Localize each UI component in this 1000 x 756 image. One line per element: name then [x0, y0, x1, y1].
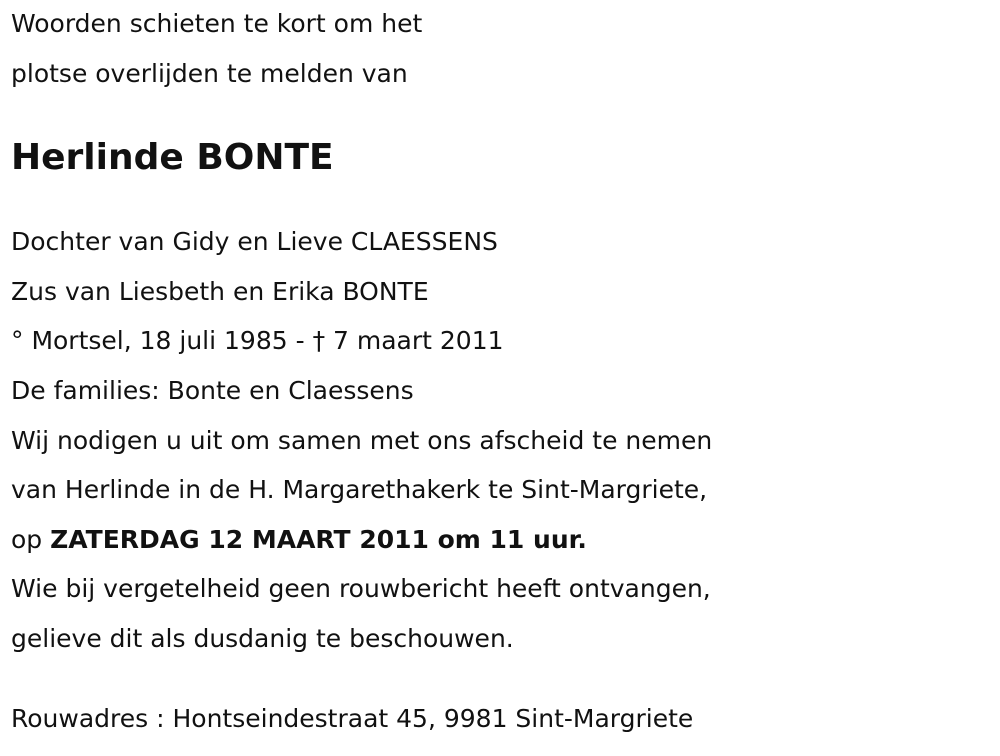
- born-died-line: ° Mortsel, 18 juli 1985 - † 7 maart 2011: [11, 326, 504, 355]
- mourning-address: Rouwadres : Hontseindestraat 45, 9981 Sint-Margriete: [11, 704, 694, 733]
- intro-line-1: Woorden schieten te kort om het: [11, 9, 423, 38]
- deceased-name: Herlinde BONTE: [11, 137, 334, 178]
- sister-of-line: Zus van Liesbeth en Erika BONTE: [11, 277, 429, 306]
- invitation-line-3-prefix: op: [11, 525, 51, 554]
- intro-line-2: plotse overlijden te melden van: [11, 59, 408, 88]
- notice-line-1: Wie bij vergetelheid geen rouwbericht heeft ontvangen,: [11, 574, 711, 603]
- funeral-date-time: ZATERDAG 12 MAART 2011 om 11 uur.: [50, 525, 587, 554]
- invitation-line-2: van Herlinde in de H. Margarethakerk te Sint-Margriete,: [11, 475, 708, 504]
- notice-line-2: gelieve dit als dusdanig te beschouwen.: [11, 624, 514, 653]
- families-line: De families: Bonte en Claessens: [11, 376, 414, 405]
- invitation-line-3: [11, 524, 587, 556]
- invitation-line-1: Wij nodigen u uit om samen met ons afscheid te nemen: [11, 426, 713, 455]
- daughter-of-line: Dochter van Gidy en Lieve CLAESSENS: [11, 227, 498, 256]
